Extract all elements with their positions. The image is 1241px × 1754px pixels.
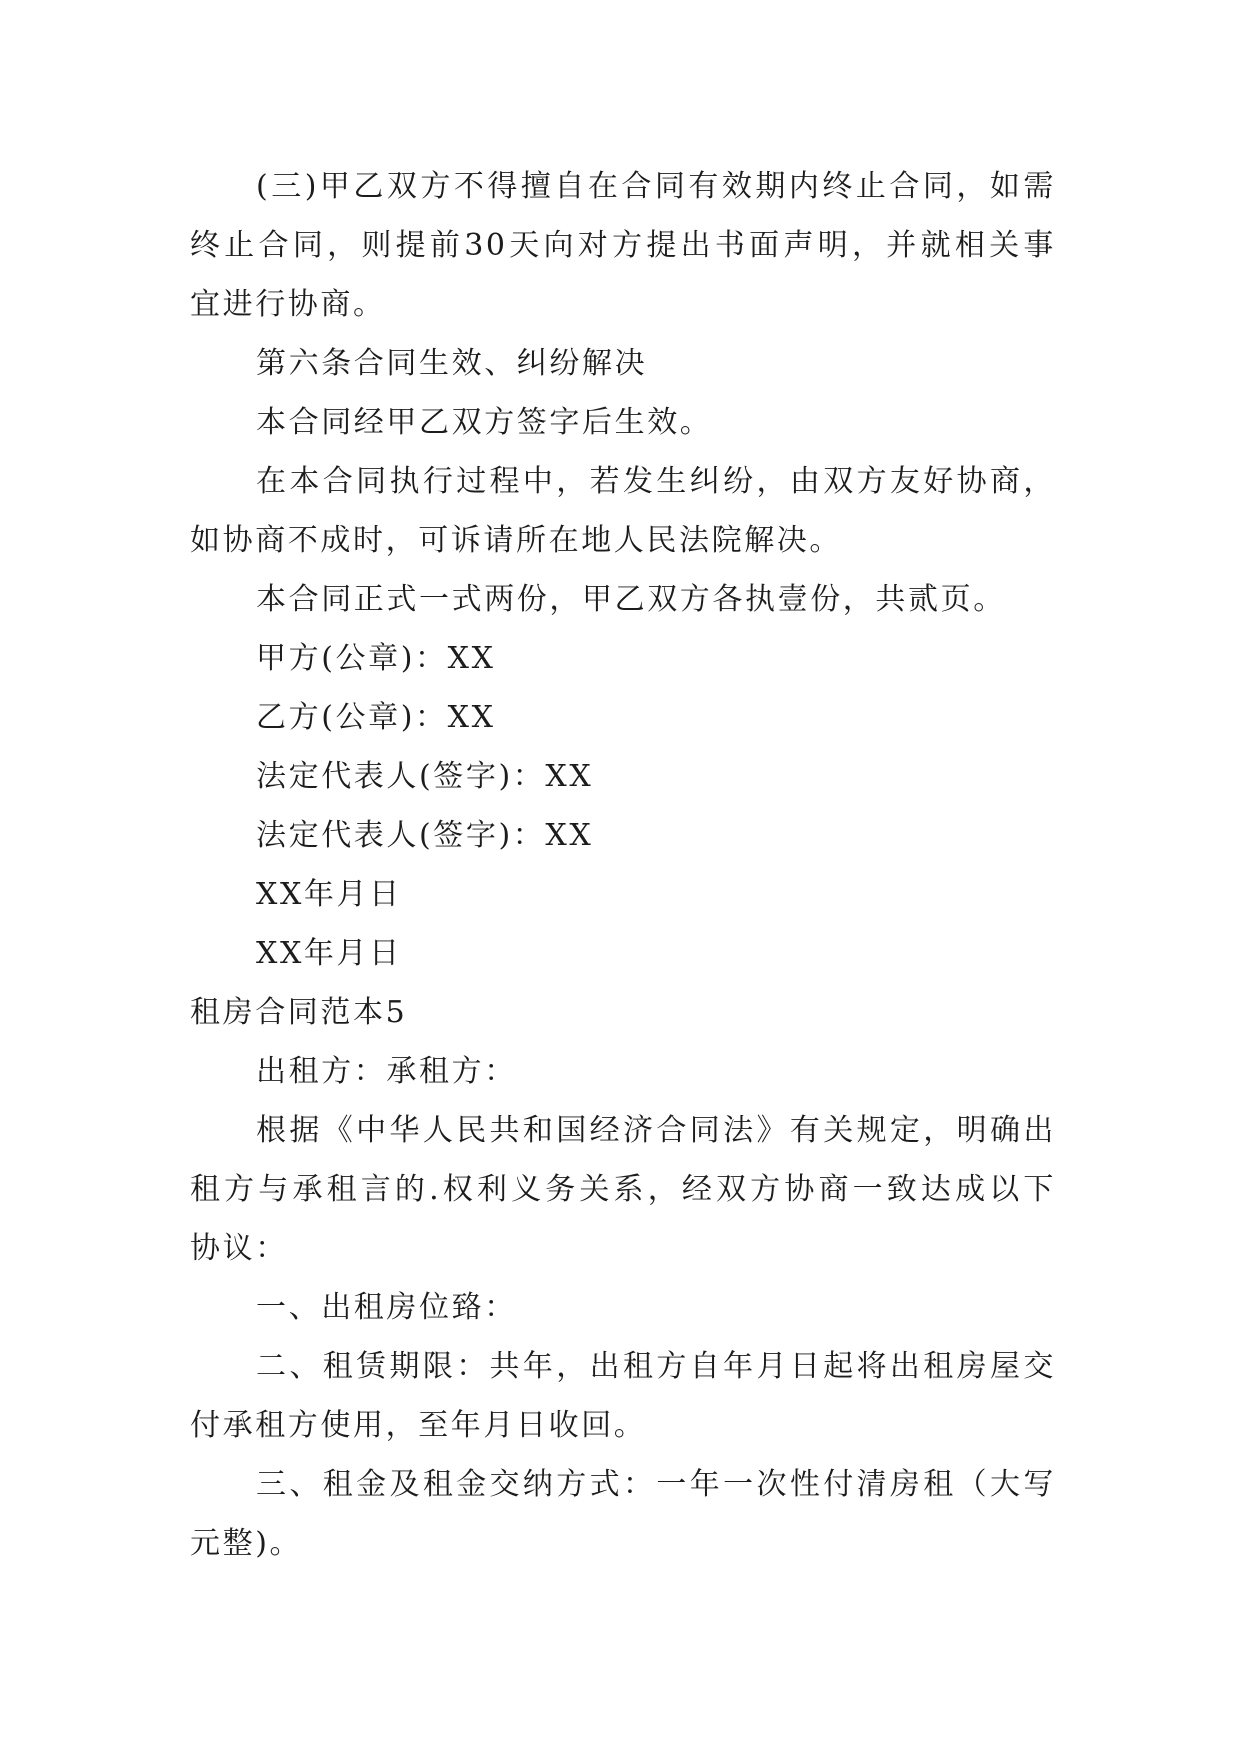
signature-date-b (190, 924, 1056, 983)
signature-party-a-seal (190, 629, 1056, 688)
contract-title (190, 983, 1056, 1042)
signature-date-a (190, 865, 1056, 924)
clause-location (190, 1278, 1056, 1337)
text-line: 第六条合同生效、纠纷解决 (256, 346, 648, 381)
paragraph-dispute (190, 452, 1056, 570)
text-line: 本合同经甲乙双方签字后生效。 (256, 405, 713, 440)
text-line: 如协商不成时，可诉请所在地人民法院解决。 (190, 523, 842, 558)
clause-rent-payment (190, 1455, 1056, 1573)
paragraph-termination (190, 157, 1056, 334)
text-line: XX年月日 (256, 936, 402, 971)
text-line: 付承租方使用，至年月日收回。 (190, 1408, 647, 1443)
text-line: 一、出租房位臵： (256, 1290, 517, 1325)
text-line: 元整)。 (190, 1526, 303, 1561)
parties-line (190, 1042, 1056, 1101)
signature-representative-a (190, 747, 1056, 806)
signature-representative-b (190, 806, 1056, 865)
text-line: 本合同正式一式两份，甲乙双方各执壹份，共贰页。 (256, 582, 1006, 617)
paragraph-effective (190, 393, 1056, 452)
signature-party-b-seal (190, 688, 1056, 747)
text-line: 在本合同执行过程中，若发生纠纷，由双方友好协商， (256, 464, 1056, 499)
text-line: 租房合同范本5 (190, 995, 408, 1030)
text-line: 法定代表人(签字)：XX (256, 818, 594, 853)
text-line: 二、租赁期限：共年，出租方自年月日起将出租房屋交 (256, 1349, 1056, 1384)
text-line: 宜进行协商。 (190, 287, 386, 322)
text-line: 乙方(公章)：XX (256, 700, 496, 735)
document-body (190, 157, 1056, 1573)
text-line: 法定代表人(签字)：XX (256, 759, 594, 794)
text-line: XX年月日 (256, 877, 402, 912)
clause-lease-term (190, 1337, 1056, 1455)
text-line: 甲方(公章)：XX (256, 641, 496, 676)
paragraph-copies (190, 570, 1056, 629)
text-line: 租方与承租言的.权利义务关系，经双方协商一致达成以下 (190, 1172, 1056, 1207)
text-line: 出租方：承租方： (256, 1054, 517, 1089)
paragraph-preamble (190, 1101, 1056, 1278)
text-line: 三、租金及租金交纳方式：一年一次性付清房租（大写 (256, 1467, 1056, 1502)
text-line: (三)甲乙双方不得擅自在合同有效期内终止合同，如需 (256, 169, 1056, 204)
text-line: 终止合同，则提前30天向对方提出书面声明，并就相关事 (190, 228, 1056, 263)
text-line: 根据《中华人民共和国经济合同法》有关规定，明确出 (256, 1113, 1056, 1148)
section-heading-article-six (190, 334, 1056, 393)
text-line: 协议： (190, 1231, 288, 1266)
